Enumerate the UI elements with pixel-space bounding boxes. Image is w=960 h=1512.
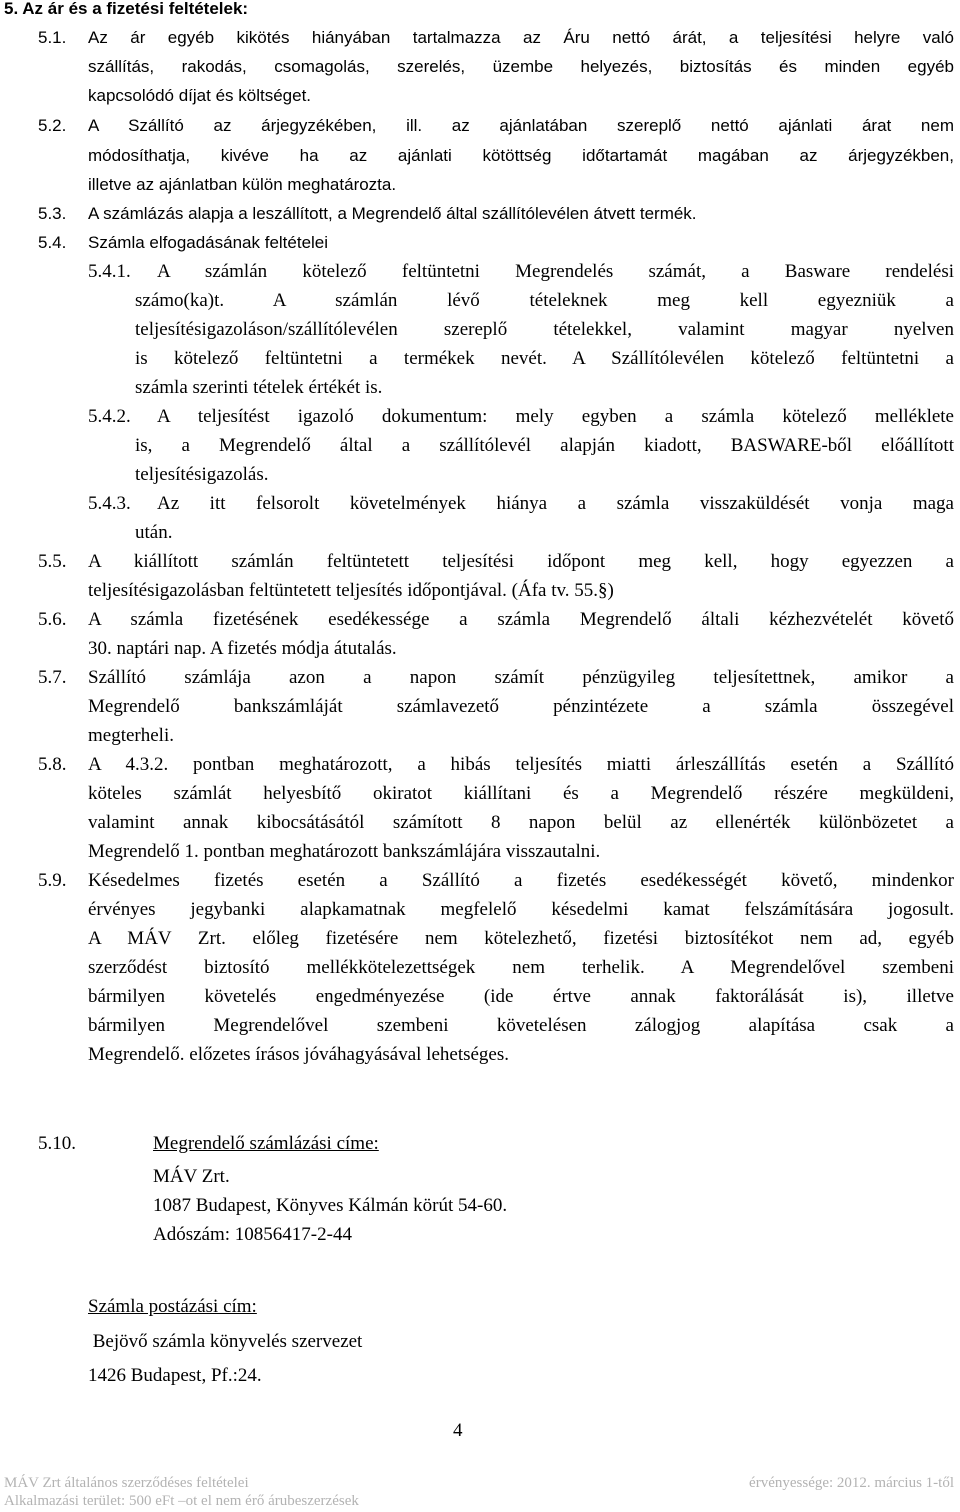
clause-5-9-line: Megrendelő. előzetes írásos jóváhagyásával lehetséges. — [88, 1044, 510, 1065]
clause-5-9-line: Késedelmes fizetés esetén a Szállító a fizetés esedékességét követő, mindenkor — [88, 870, 954, 891]
clause-5-6-line: 30. naptári nap. A fizetés módja átutalás. — [88, 638, 397, 659]
clause-5-7-line: Megrendelő bankszámláját számlavezető pénzintézete a számla összegével — [88, 696, 954, 717]
clause-5-4-1-line: A számlán kötelező feltüntetni Megrendelés számát, a Basware rendelési — [157, 261, 954, 282]
clause-5-4-3-line: után. — [135, 522, 173, 543]
clause-number-5-5: 5.5. — [38, 551, 67, 572]
clause-5-9-line: bármilyen Megrendelővel szembeni követelésen zálogjog alapítása csak a — [88, 1015, 954, 1036]
clause-5-8-line: A 4.3.2. pontban meghatározott, a hibás teljesítés miatti árleszállítás esetén a Szállító — [88, 754, 954, 775]
clause-5-9-line: szerződést biztosító mellékkötelezettségek nem terhelik. A Megrendelővel szembeni — [88, 957, 954, 978]
clause-number-5-2: 5.2. — [38, 116, 67, 135]
clause-number-5-9: 5.9. — [38, 870, 67, 891]
billing-address-title: Megrendelő számlázási címe: — [153, 1133, 379, 1154]
clause-number-5-10: 5.10. — [38, 1133, 76, 1154]
clause-5-4-2-line: teljesítésigazolás. — [135, 464, 269, 485]
clause-5-4-2-line: is, a Megrendelő által a szállítólevél alapján kiadott, BASWARE-ből előállított — [135, 435, 954, 456]
clause-5-9-line: bármilyen követelés engedményezése (ide értve annak faktorálását is), illetve — [88, 986, 954, 1007]
footer-validity: érvényessége: 2012. március 1-től — [749, 1475, 954, 1491]
billing-address-line: Adószám: 10856417-2-44 — [153, 1224, 352, 1245]
clause-5-8-line: Megrendelő 1. pontban meghatározott bankszámlájára visszautalni. — [88, 841, 601, 862]
postal-address-line: Bejövő számla könyvelés szervezet — [88, 1331, 363, 1352]
postal-address-line: 1426 Budapest, Pf.:24. — [88, 1365, 262, 1386]
clause-number-5-4-2: 5.4.2. — [88, 406, 131, 427]
clause-number-5-4: 5.4. — [38, 233, 67, 252]
clause-5-2-line: A Szállító az árjegyzékében, ill. az ajánlatában szereplő nettó ajánlati árat nem — [88, 116, 954, 135]
clause-number-5-4-1: 5.4.1. — [88, 261, 131, 282]
clause-number-5-1: 5.1. — [38, 28, 67, 47]
clause-5-1-line: szállítás, rakodás, csomagolás, szerelés, üzembe helyezés, biztosítás és minden egyéb — [88, 57, 954, 76]
clause-5-4-1-line: teljesítésigazoláson/szállítólevélen szereplő tételekkel, valamint magyar nyelven — [135, 319, 954, 340]
clause-number-5-8: 5.8. — [38, 754, 67, 775]
clause-5-1-line: kapcsolódó díjat és költséget. — [88, 86, 312, 105]
clause-5-8-line: köteles számlát helyesbítő okiratot kiállítani és a Megrendelő részére megküldeni, — [88, 783, 954, 804]
page-number: 4 — [453, 1420, 463, 1441]
clause-5-5-line: A kiállított számlán feltüntetett teljesítési időpont meg kell, hogy egyezzen a — [88, 551, 954, 572]
footer-scope: Alkalmazási terület: 500 eFt –ot el nem érő árubeszerzések — [4, 1493, 359, 1509]
clause-5-2-line: illetve az ajánlatban külön meghatározta. — [88, 175, 397, 194]
clause-5-6-line: A számla fizetésének esedékessége a számla Megrendelő általi kézhezvételét követő — [88, 609, 954, 630]
clause-5-7-line: Szállító számlája azon a napon számít pénzügyileg teljesítettnek, amikor a — [88, 667, 954, 688]
billing-address-line: MÁV Zrt. — [153, 1166, 230, 1187]
clause-5-4-3-line: Az itt felsorolt követelmények hiánya a számla visszaküldését vonja maga — [157, 493, 954, 514]
postal-address-title: Számla postázási cím: — [88, 1296, 257, 1317]
clause-5-4-line: Számla elfogadásának feltételei — [88, 233, 329, 252]
clause-5-9-line: érvényes jegybanki alapkamatnak megfelelő késedelmi kamat felszámítására jogosult. — [88, 899, 954, 920]
clause-5-3-line: A számlázás alapja a leszállított, a Megrendelő által szállítólevélen átvett termék. — [88, 204, 697, 223]
clause-5-8-line: valamint annak kibocsátásától számított 8 napon belül az ellenérték különbözetet a — [88, 812, 954, 833]
clause-5-5-line: teljesítésigazolásban feltüntetett teljesítés időpontjával. (Áfa tv. 55.§) — [88, 580, 614, 601]
clause-number-5-3: 5.3. — [38, 204, 67, 223]
clause-5-2-line: módosíthatja, kivéve ha az ajánlati kötöttség időtartamát magában az árjegyzékben, — [88, 146, 954, 165]
clause-5-4-2-line: A teljesítést igazoló dokumentum: mely egyben a számla kötelező melléklete — [157, 406, 954, 427]
clause-5-1-line: Az ár egyéb kikötés hiányában tartalmazza az Áru nettó árát, a teljesítési helyre való — [88, 28, 954, 47]
footer-title: MÁV Zrt általános szerződéses feltételei — [4, 1475, 249, 1491]
billing-address-line: 1087 Budapest, Könyves Kálmán körút 54-60. — [153, 1195, 508, 1216]
clause-5-4-1-line: is kötelező feltüntetni a termékek nevét. A Szállítólevélen kötelező feltüntetni a — [135, 348, 954, 369]
clause-5-4-1-line: számla szerinti tételek értékét is. — [135, 377, 383, 398]
clause-number-5-7: 5.7. — [38, 667, 67, 688]
clause-5-9-line: A MÁV Zrt. előleg fizetésére nem kötelezhető, fizetési biztosítékot nem ad, egyéb — [88, 928, 954, 949]
clause-5-4-1-line: számo(ka)t. A számlán lévő tételeknek meg kell egyezniük a — [135, 290, 954, 311]
section-heading: 5. Az ár és a fizetési feltételek: — [4, 0, 249, 18]
clause-5-7-line: megterheli. — [88, 725, 174, 746]
clause-number-5-6: 5.6. — [38, 609, 67, 630]
clause-number-5-4-3: 5.4.3. — [88, 493, 131, 514]
